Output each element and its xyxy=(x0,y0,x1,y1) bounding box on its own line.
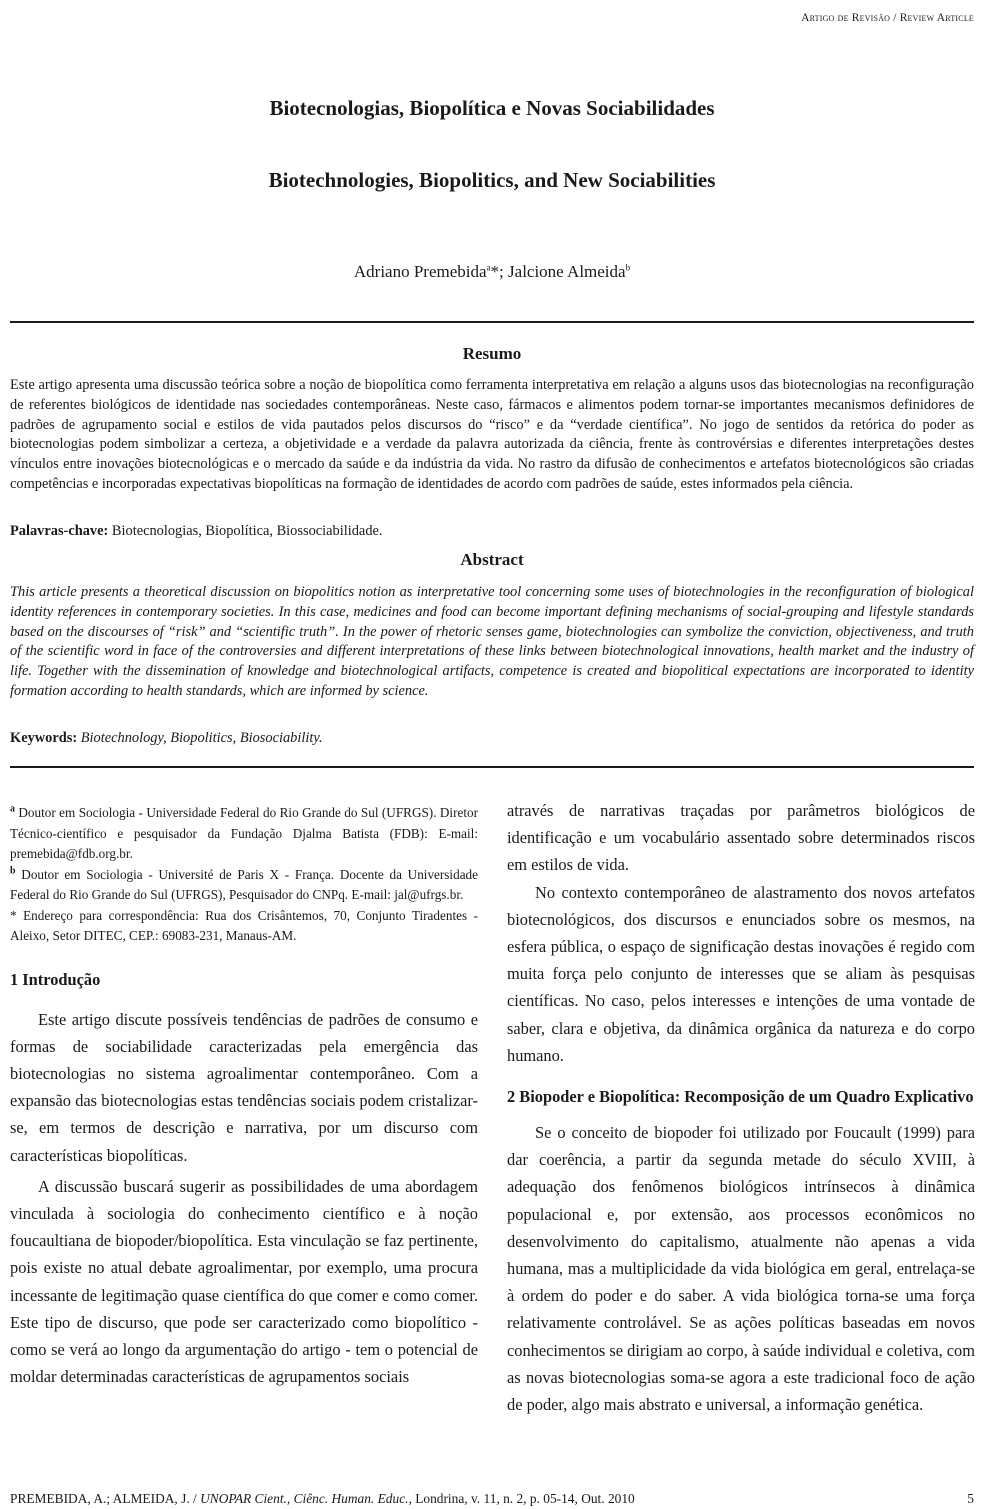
page-number: 5 xyxy=(967,1491,974,1506)
footnote-b xyxy=(10,865,478,906)
right-paragraph-2: No contexto contemporâneo de alastramento dos novos artefatos biotecnológicos, dos discursos e enunciados sobre os mesmos, na esfera pública, o espaço de significação destas inovações é regido com muita força pelo conjunto de interesses que se aliam às pesquisas científicas. No caso, pelos interesses e intenções de uma vontade de saber, clara e objetiva, da dinâmica orgânica da natureza e do corpo humano. xyxy=(507,882,975,1065)
footnote-a-text: Doutor em Sociologia - Universidade Federal do Rio Grande do Sul (UFRGS). Diretor Técnico-científico e pesquisador da Fundação Djalma Batista (FDB): E-mail: premebida@fdb.org.br. xyxy=(10,805,478,861)
right-column xyxy=(507,797,975,1418)
section-1-paragraph-2: A discussão buscará sugerir as possibilidades de uma abordagem vinculada à sociologia do conhecimento científico e à noção foucaultiana de biopoder/biopolítica. Esta vinculação se faz pertinente, pois existe no atual debate agroalimentar, por exemplo, uma procura incessante de legitimação quase científica do que comer e como comer. Este tipo de discurso, que pode ser caracterizado como biopolítico - como se verá ao longo da argumentação do artigo - tem o potencial de moldar determinadas características de agrupamentos sociais xyxy=(10,1176,478,1387)
resumo-heading: Resumo xyxy=(462,344,522,363)
author-2-name: Jalcione Almeida xyxy=(508,262,626,281)
title-portuguese: Biotecnologias, Biopolítica e Novas Sociabilidades xyxy=(269,96,715,120)
footnote-a-mark: a xyxy=(10,803,15,815)
keywords-list: Biotechnology, Biopolitics, Biosociability. xyxy=(77,730,323,746)
keywords-label: Keywords: xyxy=(10,730,78,746)
footer-journal: UNOPAR Cient., Ciênc. Human. Educ. xyxy=(200,1491,409,1506)
journal-section-label: Artigo de Revisão / Review Article xyxy=(801,12,974,24)
section-2-paragraph-1: Se o conceito de biopoder foi utilizado por Foucault (1999) para dar coerência, a partir da segunda metade do século XVIII, à adequação dos fenômenos biológicos intrínsecos à dinâmica populacional e, por extensão, aos processos econômicos no desenvolvimento do capitalismo, atualmente não apenas a vida humana, mas a multiplicidade da vida biológica em geral, entrelaça-se à ordem do poder e do saber. A vida biológica torna-se uma força relativamente controlável. Se as ações políticas baseadas em novos conhecimentos se dirigiam ao corpo, à saúde individual e coletiva, com as novas biotecnologias soma-se agora a este tradicional foco de ação de poder, algo mais abstrato e universal, a informação genética. xyxy=(507,1123,975,1415)
resumo-text: Este artigo apresenta uma discussão teórica sobre a noção de biopolítica como ferramenta interpretativa em relação a alguns usos das biotecnologias na reconfiguração de referentes biológicos de identidade nas sociedades contemporâneas. Neste caso, fármacos e alimentos podem tornar-se importantes mecanismos definidores de padrões de agrupamento social e estilos de vida pautados pelos discursos do “risco” e da “verdade científica”. No jogo de sentidos da retórica do poder as biotecnologias podem simbolizar a certeza, a objetividade e a verdade da palavra autorizada da ciência, frente às controvérsias e diferentes interpretações destes vínculos entre inovações biotecnológicas e o mercado da saúde e da indústria da vida. No rastro da difusão de conhecimentos e artefatos biotecnológicos são criadas competências e incorporadas expectativas biopolíticas na formação de identidades de acordo com padrões de saúde, estes informados pela ciência. xyxy=(10,377,974,492)
footer-details: , Londrina, v. 11, n. 2, p. 05-14, Out. 2010 xyxy=(408,1491,635,1506)
top-divider xyxy=(10,321,974,323)
footer-authors: PREMEBIDA, A.; ALMEIDA, J. / xyxy=(10,1491,201,1506)
abstract-text: This article presents a theoretical discussion on biopolitics notion as interpretative tool concerning some uses of biotechnologies in the reconfiguration of biological identity references in contemporary societies. In this case, medicines and food can become important defining mechanisms of social-grouping and lifestyle standards based on the discourses of “risk” and “scientific truth”. In the power of rhetoric senses game, biotechnologies can symbolize the conviction, objectiveness, and truth of the scientific word in face of the controversies and different interpretations of these links between biotechnological innovations, health market and the industry of life. Together with the dissemination of knowledge and biotechnological artifacts, competence is created and biopolitical expectations are incorporated to identity formation according to health standards, which are informed by science. xyxy=(10,584,974,699)
footnote-a xyxy=(10,803,478,865)
citation-footer xyxy=(10,1491,635,1507)
section-1-paragraph-1: Este artigo discute possíveis tendências de padrões de consumo e formas de sociabilidade caracterizadas pela emergência das biotecnologias no sistema agroalimentar contemporâneo. Com a expansão das biotecnologias estas tendências sociais podem cristalizar-se, em termos de descrição e narrativa, por um discurso com características biopolíticas. xyxy=(10,1009,478,1165)
title-english: Biotechnologies, Biopolitics, and New Sociabilities xyxy=(268,168,716,192)
section-2-title: 2 Biopoder e Biopolítica: Recomposição de um Quadro Explicativo xyxy=(507,1087,974,1107)
palavras-chave-list: Biotecnologias, Biopolítica, Biossociabilidade. xyxy=(108,523,383,539)
palavras-chave xyxy=(10,522,974,542)
left-column xyxy=(10,803,478,1390)
palavras-chave-label: Palavras-chave: xyxy=(10,523,109,539)
corresponding-author-mark: *; xyxy=(490,262,509,281)
paragraph-continuation: através de narrativas traçadas por parâmetros biológicos de identificação e um vocabulário assentado sobre determinados riscos em estilos de vida. xyxy=(507,801,975,875)
footnote-b-mark: b xyxy=(10,865,16,877)
section-1-title: 1 Introdução xyxy=(10,969,101,989)
author-1-affiliation-mark: a xyxy=(486,262,491,273)
author-1-name: Adriano Premebida xyxy=(353,262,487,281)
footnote-b-text: Doutor em Sociologia - Université de Paris X - França. Docente da Universidade Federal do Rio Grande do Sul (UFRGS), Pesquisador do CNPq. E-mail: jal@ufrgs.br. xyxy=(10,866,478,902)
footnote-correspondence: * Endereço para correspondência: Rua dos Crisântemos, 70, Conjunto Tiradentes - Aleixo, Setor DITEC, CEP.: 69083-231, Manaus-AM. xyxy=(10,907,478,943)
author-line xyxy=(0,262,984,282)
author-2-affiliation-mark: b xyxy=(625,262,631,273)
bottom-divider xyxy=(10,766,974,768)
keywords xyxy=(10,729,974,749)
abstract-heading: Abstract xyxy=(460,550,524,569)
